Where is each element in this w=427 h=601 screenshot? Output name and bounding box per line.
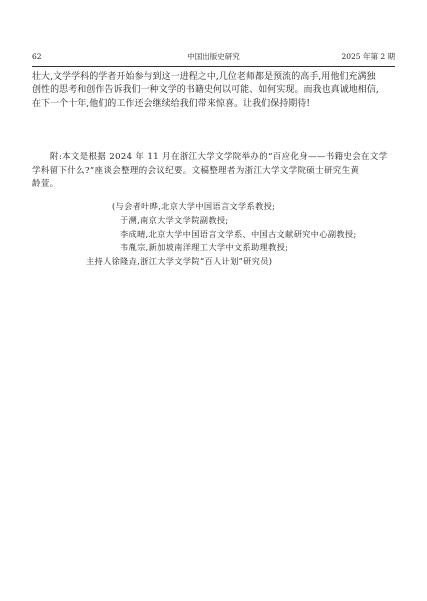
participant-line: 李成晴,北京大学中国语言文学系、中国古文献研究中心副教授; <box>120 228 357 239</box>
page-number: 62 <box>32 52 42 61</box>
appendix-note <box>32 150 395 191</box>
participants-list <box>32 200 395 269</box>
participant-line: 韦胤宗,新加坡南洋理工大学中文系助理教授; <box>120 242 289 253</box>
journal-title: 中国出版史研究 <box>187 52 240 61</box>
participant-line: 主持人徐隆垚,浙江大学文学院“百人计划”研究员) <box>86 256 273 267</box>
body-line: 壮大,文学学科的学者开始参与到这一进程之中,几位老师都是预流的高手,用他们充满独 <box>32 72 376 82</box>
note-line: 学科留下什么?”座谈会整理的会议纪要。文稿整理者为浙江大学文学院硕士研究生黄 <box>32 164 360 175</box>
body-line: 在下一个十年,他们的工作还会继续给我们带来惊喜。让我们保持期待! <box>32 98 311 109</box>
issue-label: 2025 年第 2 期 <box>341 52 395 61</box>
body-line: 创性的思考和创作告诉我们一种文学的书籍史何以可能、如何实现。而我也真诚地相信, <box>32 85 379 96</box>
participant-line: (与会者叶晔,北京大学中国语言文学系教授; <box>112 201 276 211</box>
note-line: 龄萱。 <box>32 178 59 189</box>
header-rule <box>32 66 395 67</box>
body-paragraph <box>32 71 395 111</box>
participant-line: 于溯,南京大学文学院副教授; <box>120 214 229 225</box>
note-line: 附:本文是根据 2024 年 11 月在浙江大学文学院举办的“百应化身——书籍史会在文学 <box>50 151 388 161</box>
page-header <box>32 50 395 64</box>
